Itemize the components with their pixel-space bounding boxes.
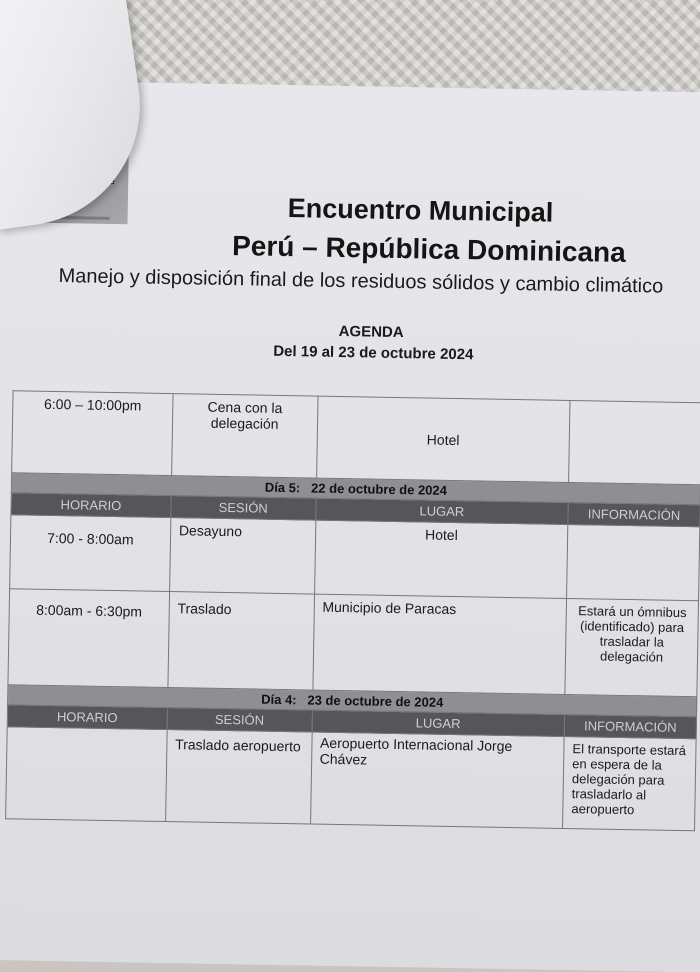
col-informacion: INFORMACIÓN	[568, 502, 700, 526]
agenda-label: AGENDA	[338, 322, 404, 342]
time-cell	[6, 727, 167, 822]
info-cell: Estará un ómnibus (identificado) para trasladar la delegación	[565, 598, 699, 696]
session-cell: Cena con la delegación	[171, 394, 317, 479]
col-sesion: SESIÓN	[171, 496, 316, 521]
table-row	[6, 727, 697, 831]
info-cell: El transporte estará en espera de la delegación para trasladarlo al aeropuerto	[563, 736, 697, 830]
date-range: Del 19 al 23 de octubre 2024	[273, 342, 474, 364]
session-cell: Desayuno	[169, 518, 315, 595]
place-cell: Hotel	[316, 396, 570, 482]
time-cell: 8:00am - 6:30pm	[8, 589, 169, 688]
title-line-2: Perú – República Dominicana	[231, 230, 627, 268]
col-informacion: INFORMACIÓN	[564, 714, 696, 738]
time-cell: 6:00 – 10:00pm	[12, 391, 173, 476]
place-cell: Municipio de Paracas	[312, 594, 566, 694]
title-line-1: Encuentro Municipal	[287, 193, 554, 228]
agenda-sheet	[0, 80, 700, 972]
col-horario: HORARIO	[11, 493, 171, 518]
day-4-label: Día 4:	[261, 691, 297, 708]
session-cell: Traslado	[168, 592, 314, 691]
col-lugar: LUGAR	[312, 710, 565, 736]
place-cell: Aeropuerto Internacional Jorge Chávez	[310, 732, 564, 828]
session-cell: Traslado aeropuerto	[165, 730, 311, 825]
info-cell	[569, 400, 700, 484]
agenda-table	[5, 390, 700, 831]
col-sesion: SESIÓN	[167, 708, 312, 733]
time-cell: 7:00 - 8:00am	[10, 515, 171, 592]
subtitle: Manejo y disposición final de los residuos sólidos y cambio climático	[58, 265, 664, 298]
table-row	[12, 391, 700, 485]
table-row	[10, 515, 700, 601]
day-5-label: Día 5:	[264, 479, 301, 496]
place-cell: Hotel	[314, 520, 568, 598]
day-5-date: 22 de octubre de 2024	[310, 480, 448, 498]
col-lugar: LUGAR	[315, 498, 568, 524]
info-cell	[567, 524, 700, 600]
table-row	[8, 589, 699, 697]
day-4-date: 23 de octubre de 2024	[307, 692, 444, 710]
col-horario: HORARIO	[7, 705, 167, 730]
